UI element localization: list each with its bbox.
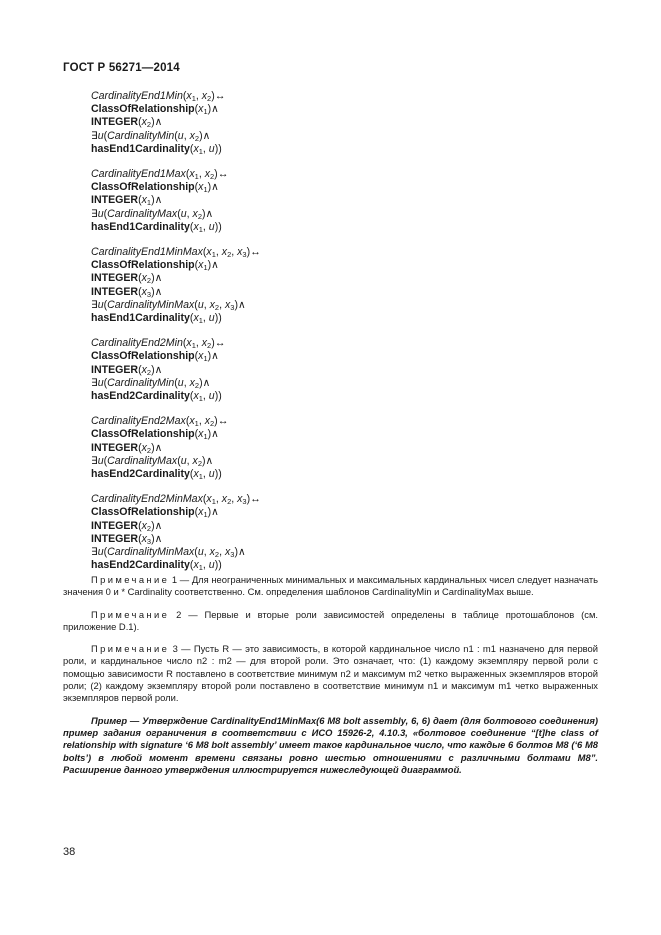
formula-integer-line: $INTEGER(x_2)\wedge$: [91, 441, 163, 455]
formula-class-line: $ClassOfRelationship(x_1)\wedge$: [91, 259, 219, 273]
formula-integer-line: $INTEGER(x_2)\wedge$: [91, 363, 163, 377]
note-label: Примечание: [91, 574, 170, 585]
page-number: 38: [63, 846, 76, 858]
formula-class-line: $ClassOfRelationship(x_1)\wedge$: [91, 350, 219, 364]
formula-has-line: $hasEnd2Cardinality(x_1$, u)): [91, 559, 222, 573]
formula-integer-line: $INTEGER(x_2)\wedge$: [91, 519, 163, 533]
formula-block: [91, 415, 261, 481]
formula-has-line: $hasEnd1Cardinality(x_1$, u)): [91, 220, 222, 234]
formula-class-line: $ClassOfRelationship(x_1)\wedge$: [91, 428, 219, 442]
formula-has-line: $hasEnd1Cardinality(x_1$, u)): [91, 312, 222, 326]
formula-block: [91, 246, 261, 325]
example-paragraph: Пример — Утверждение CardinalityEnd1MinMax(6 M8 bolt assembly, 6, 6) дает (для болтового соединения) пример задания ограничения в соответствии с ИСО 15926-2, 4.10.3, «болтовое соединение “[t]he class of relationship with signature ‘6 M8 bolt assembly’ имеет такое кардинальное число, что каждые 6 болтов M8 (‘6 M8 bolts’) в любой момент времени связаны ровно шестью отношениями с различными болтами M8”. Расширение данного утверждения иллюстрируется нижеследующей диаграммой.: [63, 714, 598, 775]
formula-head: $CardinalityEnd2Min(x_1$, $x_2)\leftrightarrow$: [91, 337, 226, 351]
note-2: Примечание 2 — Первые и вторые роли зависимостей определены в таблице протошаблонов (см. приложение D.1).: [63, 608, 598, 632]
formula-has-line: $hasEnd2Cardinality(x_1$, u)): [91, 390, 222, 404]
formula-integer-line: $INTEGER(x_1)\wedge$: [91, 194, 163, 208]
formula-head: $CardinalityEnd1MinMax(x_1$, $x_2$, $x_3)\leftrightarrow$: [91, 246, 261, 260]
formula-exists-line: ∃u(CardinalityMax(u, $x_2)\wedge$: [91, 454, 214, 468]
notes-section: [63, 574, 598, 786]
formula-block: [91, 90, 261, 156]
formula-class-line: $ClassOfRelationship(x_1)\wedge$: [91, 103, 219, 117]
note-label: Примечание: [91, 643, 170, 655]
formula-head: $CardinalityEnd2MinMax(x_1$, $x_2$, $x_3)\leftrightarrow$: [91, 493, 261, 507]
formula-block: [91, 337, 261, 403]
formula-integer-line: $INTEGER(x_3)\wedge$: [91, 532, 163, 546]
formula-list: [91, 90, 261, 585]
formula-block: [91, 168, 261, 234]
formula-head: $CardinalityEnd1Min(x_1$, $x_2)\leftrightarrow$: [91, 90, 226, 103]
note-3: Примечание 3 — Пусть R — это зависимость, в которой кардинальное число n1 : m1 назначено для первой роли, и кардинальное число n2 : m2 — для второй роли. Это означает, что: (1) каждому экземпляру первой роли с помощью зависимости R поставлено в соответствие минимум n2 и максимум m2 четко выраженных экземпляров второй роли; (2) каждому экземпляру второй роли поставлено в соответствие минимум n1 и максимум m1 четко выраженных экземпляров первой роли.: [63, 643, 599, 704]
formula-integer-line: $INTEGER(x_2)\wedge$: [91, 116, 163, 130]
formula-integer-line: $INTEGER(x_3)\wedge$: [91, 285, 163, 299]
formula-exists-line: ∃u(CardinalityMin(u, $x_2)\wedge$: [91, 129, 211, 143]
formula-block: [91, 493, 261, 572]
formula-class-line: $ClassOfRelationship(x_1)\wedge$: [91, 181, 219, 195]
formula-integer-line: $INTEGER(x_2)\wedge$: [91, 272, 163, 286]
formula-head: $CardinalityEnd2Max(x_1$, $x_2)\leftrightarrow$: [91, 415, 229, 429]
formula-exists-line: ∃u(CardinalityMinMax(u, $x_2$, $x_3)\wedge$: [91, 546, 246, 560]
formula-has-line: $hasEnd2Cardinality(x_1$, u)): [91, 468, 222, 482]
formula-class-line: $ClassOfRelationship(x_1)\wedge$: [91, 506, 219, 520]
formula-exists-line: ∃u(CardinalityMax(u, $x_2)\wedge$: [91, 207, 214, 221]
formula-head: $CardinalityEnd1Max(x_1$, $x_2)\leftrightarrow$: [91, 168, 229, 182]
page-header: ГОСТ Р 56271—2014: [63, 62, 180, 74]
formula-has-line: $hasEnd1Cardinality(x_1$, u)): [91, 142, 222, 156]
note-1: Примечание 1 — Для неограниченных минимальных и максимальных кардинальных чисел следует назначать значения 0 и * Cardinality соответственно. См. определения шаблонов CardinalityMin и CardinalityMax выше.: [63, 574, 599, 598]
note-label: Примечание: [91, 608, 170, 620]
formula-exists-line: ∃u(CardinalityMin(u, $x_2)\wedge$: [91, 376, 211, 390]
formula-exists-line: ∃u(CardinalityMinMax(u, $x_2$, $x_3)\wedge$: [91, 298, 246, 312]
